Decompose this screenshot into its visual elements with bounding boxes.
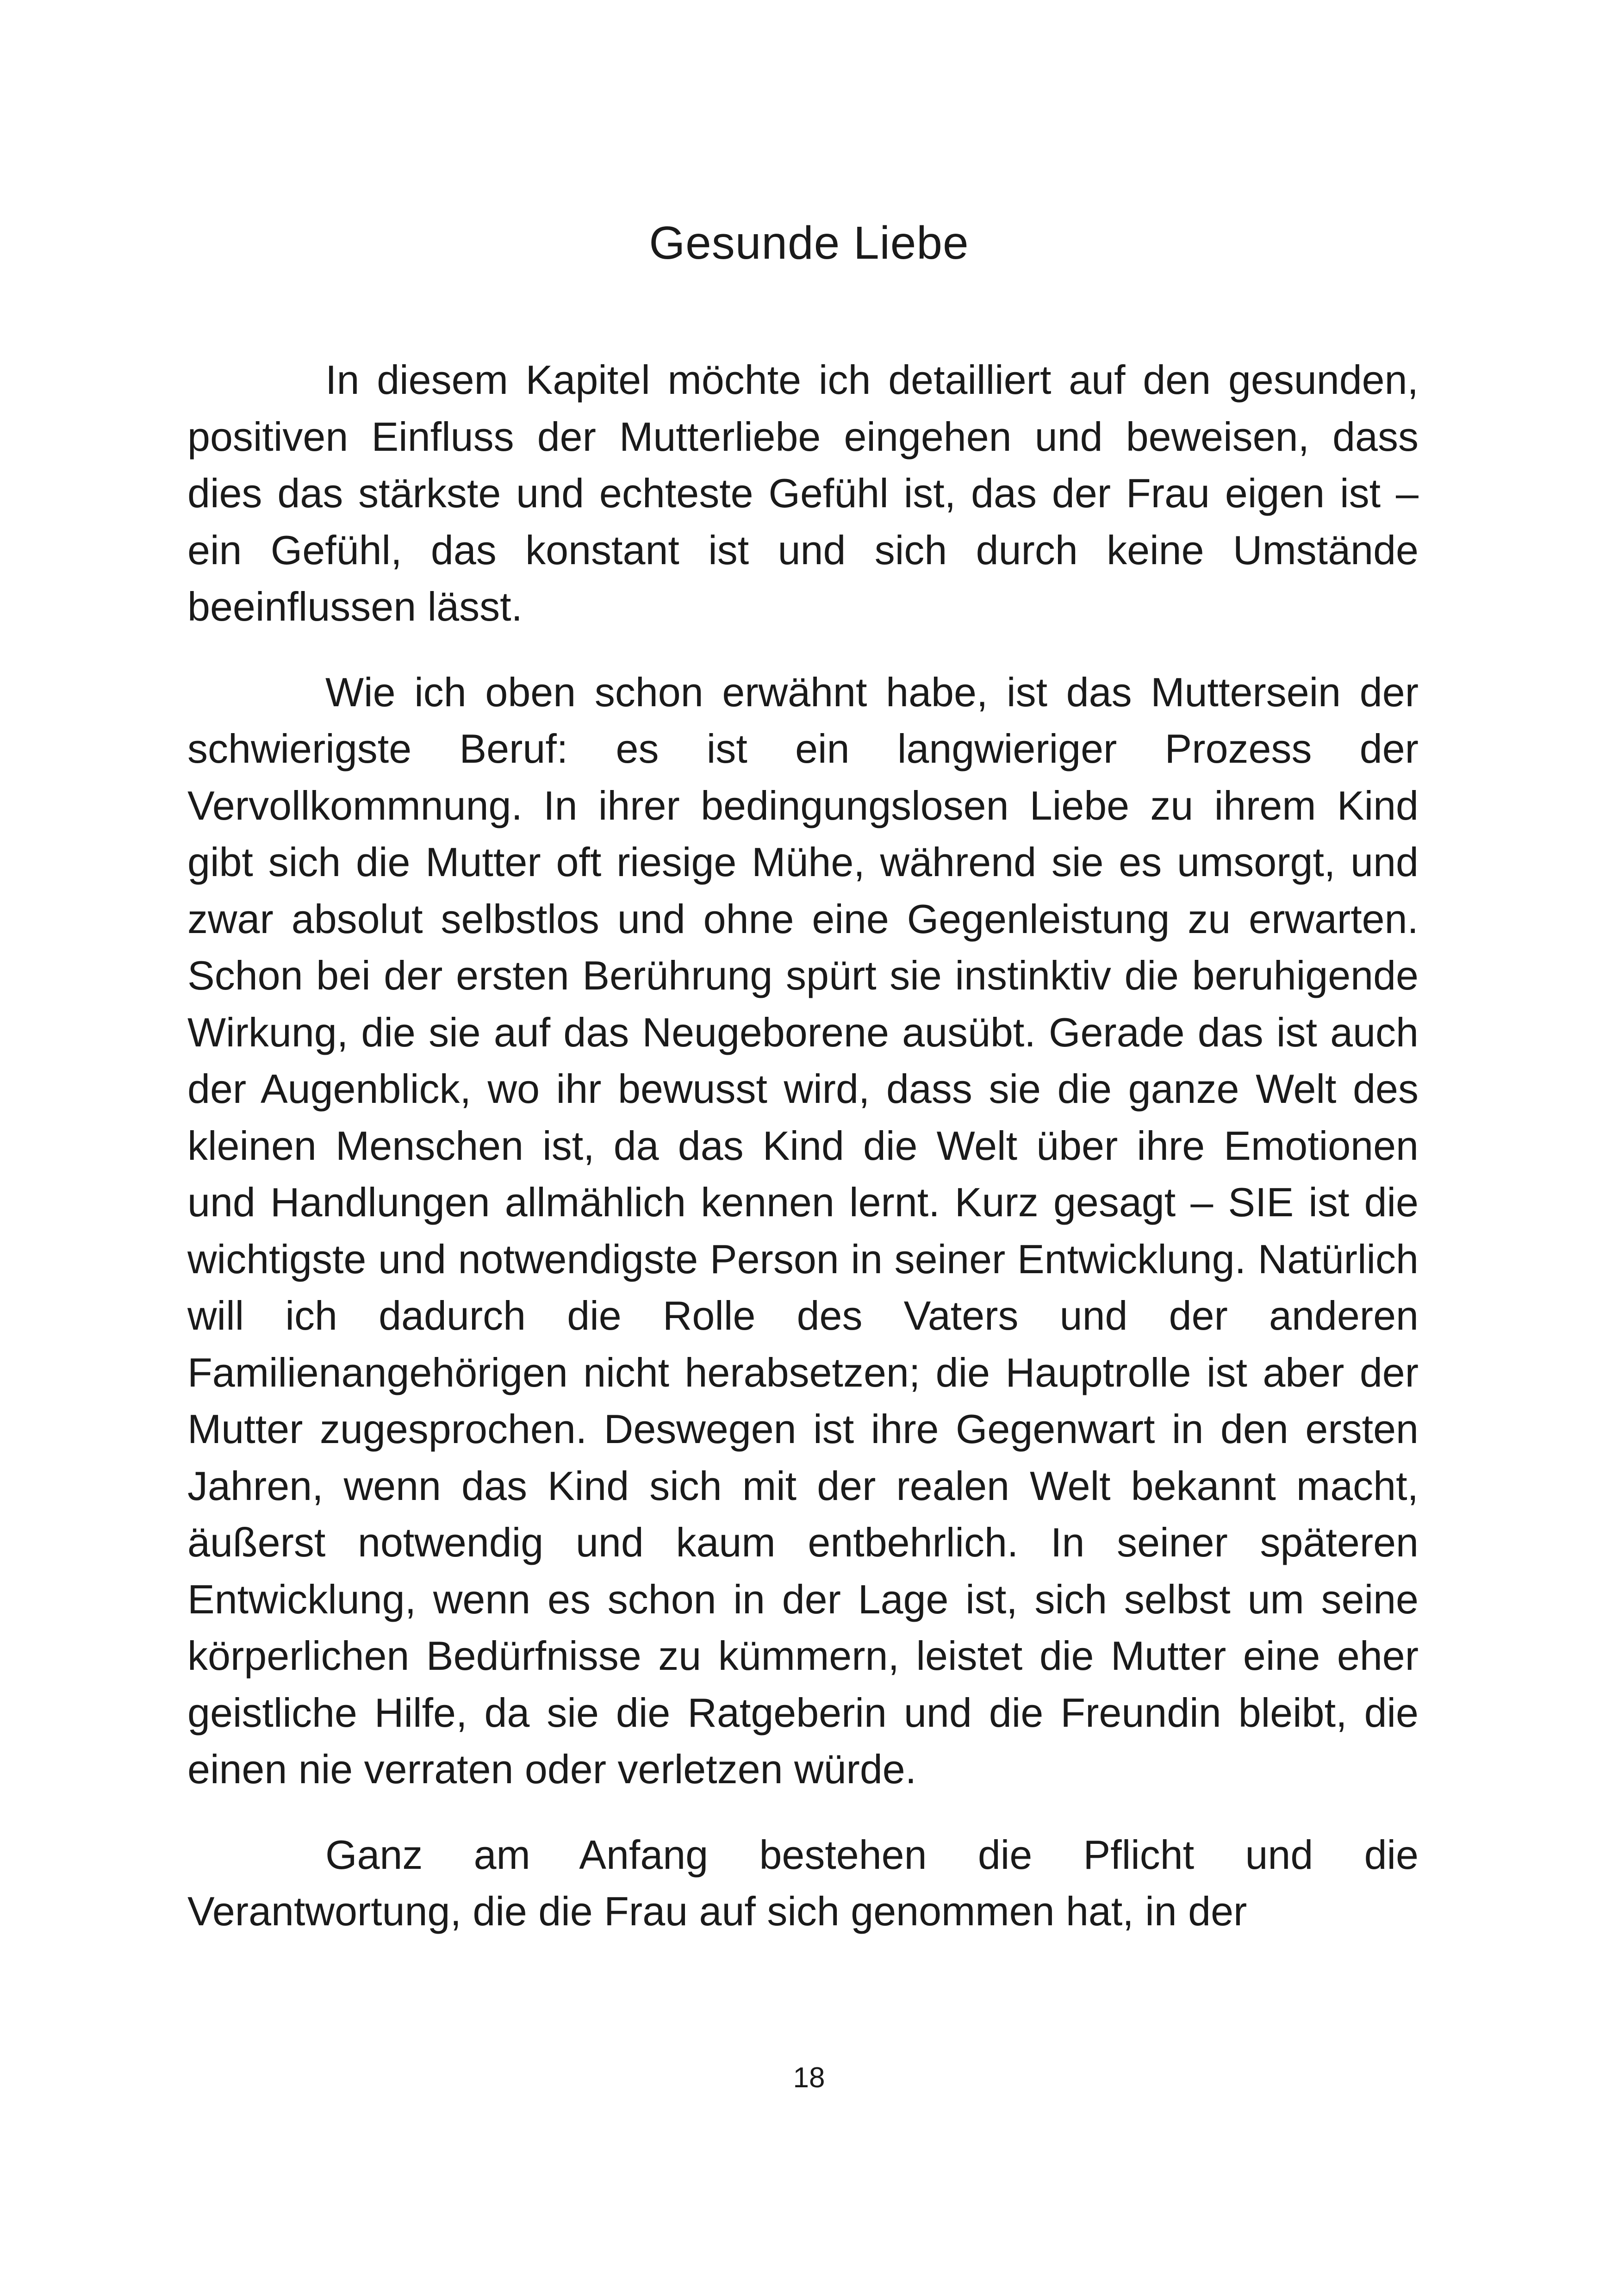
paragraph-2: Wie ich oben schon erwähnt habe, ist das Muttersein der schwierigste Beruf: es ist ein langwieriger Prozess der Vervollkommnung. In ihrer bedingungslosen Liebe zu ihrem Kind gibt sich die Mutter oft riesige Mühe, während sie es umsorgt, und zwar absolut selbstlos und ohne eine Gegenleistung zu erwarten. Schon bei der ersten Berührung spürt sie instinktiv die beruhigende Wirkung, die sie auf das Neugeborene ausübt. Gerade das ist auch der Augenblick, wo ihr bewusst wird, dass sie die ganze Welt des kleinen Menschen ist, da das Kind die Welt über ihre Emotionen und Handlungen allmählich kennen lernt. Kurz gesagt – SIE ist die wichtigste und notwendigste Person in seiner Entwicklung. Natürlich will ich dadurch die Rolle des Vaters und der anderen Familienangehörigen nicht herabsetzen; die Hauptrolle ist aber der Mutter zugesprochen. Deswegen ist ihre Gegenwart in den ersten Jahren, wenn das Kind sich mit der realen Welt bekannt macht, äußerst notwendig und kaum entbehrlich. In seiner späteren Entwicklung, wenn es schon in der Lage ist, sich selbst um seine körperlichen Bedürfnisse zu kümmern, leistet die Mutter eine eher geistliche Hilfe, da sie die Ratgeberin und die Freundin bleibt, die einen nie verraten oder verletzen würde. <box>187 669 1419 1792</box>
page-number: 18 <box>793 2062 825 2094</box>
paragraph-3: Ganz am Anfang bestehen die Pflicht und die Verantwortung, die die Frau auf sich genommen hat, in der <box>187 1831 1419 1934</box>
body-text <box>187 352 1419 1969</box>
paragraph-1: In diesem Kapitel möchte ich detailliert auf den gesunden, positiven Einfluss der Mutterliebe eingehen und beweisen, dass dies das stärkste und echteste Gefühl ist, das der Frau eigen ist – ein Gefühl, das konstant ist und sich durch keine Umstände beeinflussen lässt. <box>187 357 1419 629</box>
chapter-title: Gesunde Liebe <box>649 217 969 269</box>
